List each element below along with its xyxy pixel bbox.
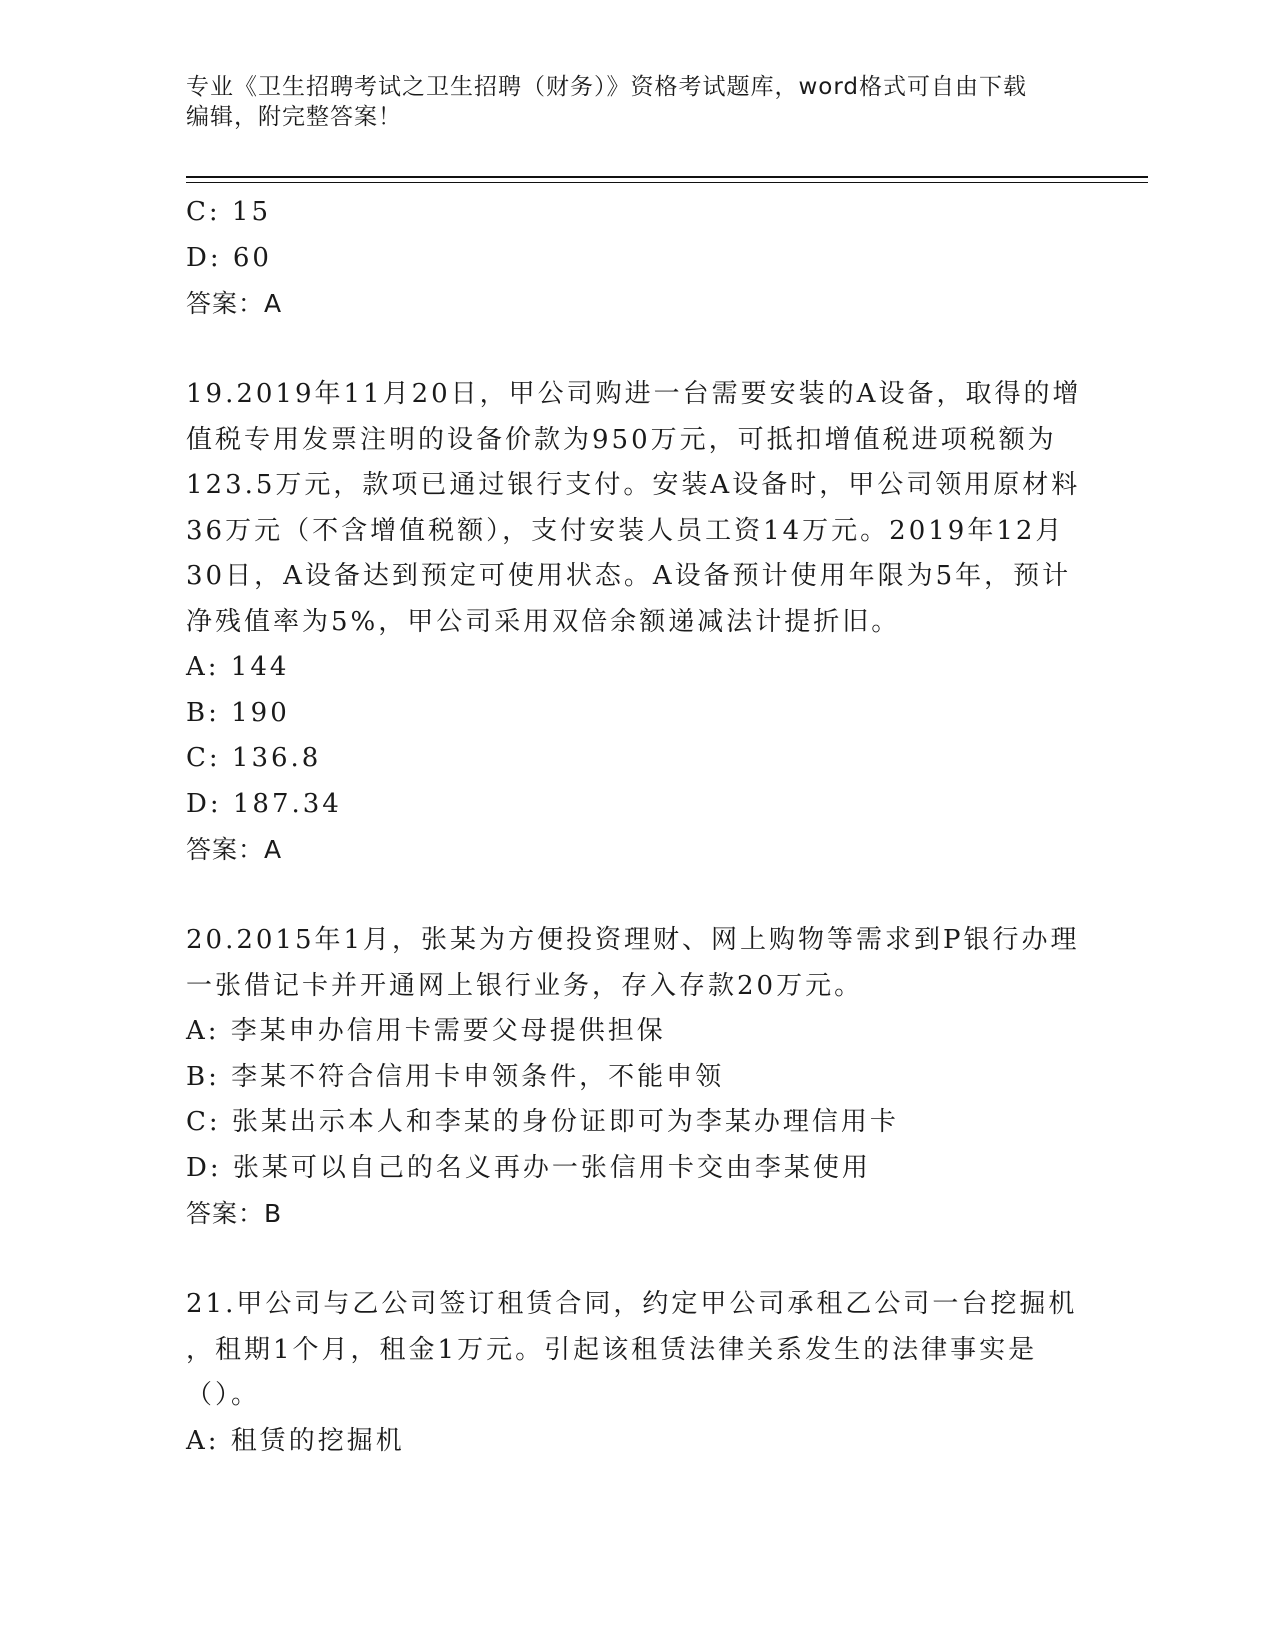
question-19: [186, 372, 1086, 873]
question-20: [186, 918, 1086, 1237]
option-line: A: 李某申办信用卡需要父母提供担保: [186, 1016, 666, 1046]
question-21: [186, 1282, 1086, 1464]
option-line: D: 187.34: [186, 788, 342, 819]
stem-line: 19.2019年11月20日，甲公司购进一台需要安装的A设备，取得的增: [186, 379, 1082, 409]
stem-line: 20.2015年1月，张某为方便投资理财、网上购物等需求到P银行办理: [186, 925, 1080, 955]
header-rule-thick: [186, 176, 1148, 178]
question-content: [186, 190, 1086, 1464]
answer-line: 答案：B: [186, 1199, 283, 1228]
option-line: A: 租赁的挖掘机: [186, 1425, 405, 1456]
option-line: A: 144: [186, 652, 290, 682]
stem-line: ，租期1个月，租金1万元。引起该租赁法律关系发生的法律事实是: [186, 1334, 1038, 1365]
option-line: B: 190: [186, 697, 290, 728]
stem-line: 净残值率为5%，甲公司采用双倍余额递减法计提折旧。: [186, 606, 901, 637]
option-line: C: 张某出示本人和李某的身份证即可为李某办理信用卡: [186, 1107, 899, 1137]
stem-line: 123.5万元，款项已通过银行支付。安装A设备时，甲公司领用原材料: [186, 470, 1081, 500]
header-rule-thin: [186, 182, 1148, 183]
option-line: C: 136.8: [186, 743, 322, 773]
stem-line: 36万元（不含增值税额），支付安装人员工资14万元。2019年12月: [186, 515, 1065, 546]
stem-line: （）。: [186, 1380, 261, 1410]
option-line: B: 李某不符合信用卡申领条件，不能申领: [186, 1061, 725, 1092]
answer-line: 答案：A: [186, 835, 283, 864]
stem-line: 21.甲公司与乙公司签订租赁合同，约定甲公司承租乙公司一台挖掘机: [186, 1289, 1078, 1319]
stem-line: 值税专用发票注明的设备价款为950万元，可抵扣增值税进项税额为: [186, 424, 1057, 455]
option-line: C: 15: [186, 197, 272, 227]
option-line: D: 60: [186, 242, 272, 273]
document-header: [186, 72, 1066, 132]
stem-line: 30日，A设备达到预定可使用状态。A设备预计使用年限为5年，预计: [186, 561, 1072, 591]
answer-line: 答案：A: [186, 289, 283, 318]
option-line: D: 张某可以自己的名义再办一张信用卡交由李某使用: [186, 1152, 871, 1183]
header-line-2: 编辑，附完整答案！: [186, 104, 402, 130]
header-line-1: 专业《卫生招聘考试之卫生招聘（财务）》资格考试题库，word格式可自由下载: [186, 74, 1028, 100]
stem-line: 一张借记卡并开通网上银行业务，存入存款20万元。: [186, 970, 864, 1001]
